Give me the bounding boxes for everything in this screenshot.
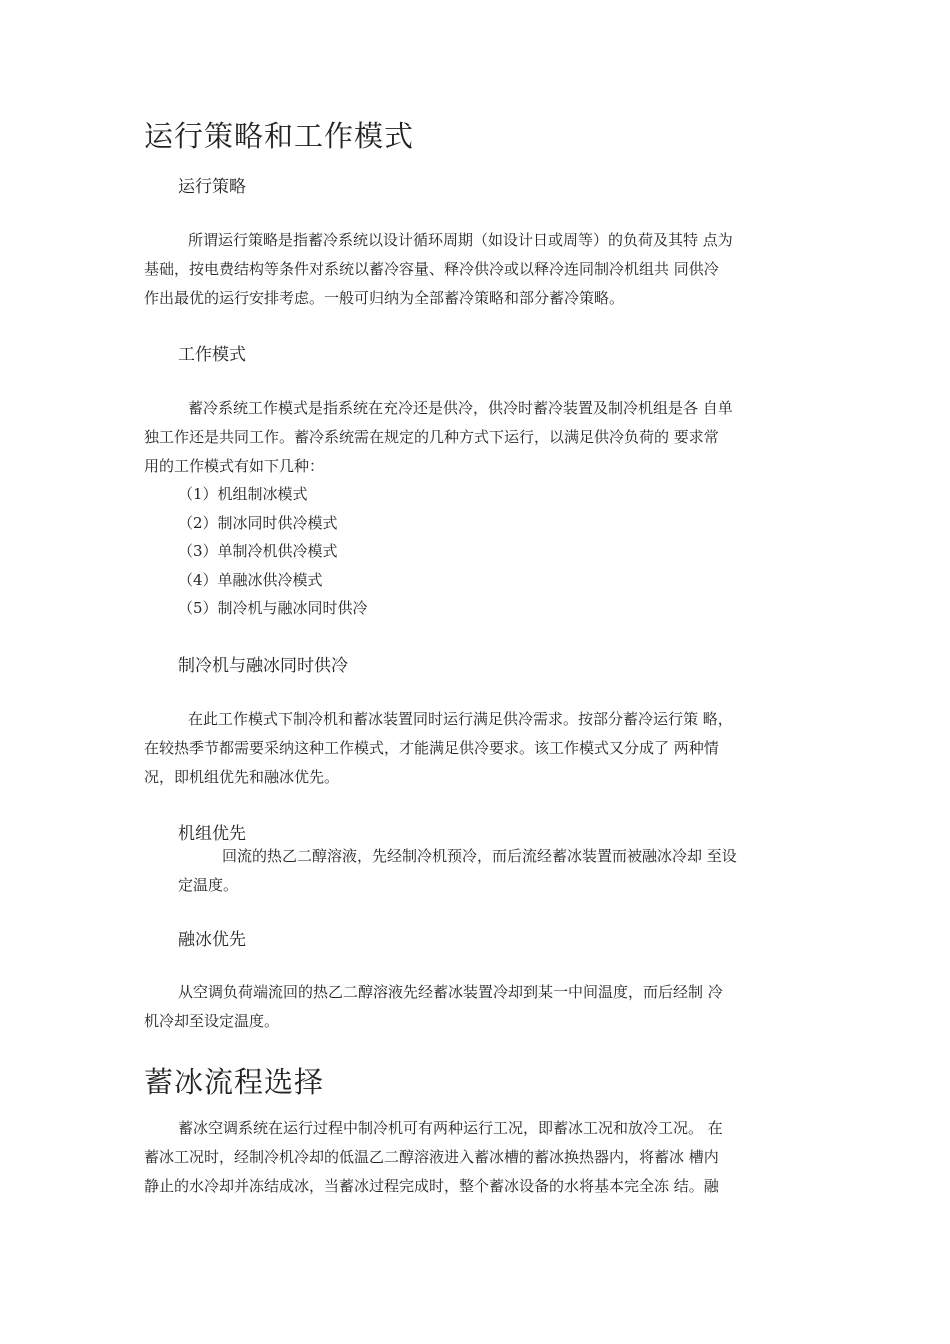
- paragraph-line: 从空调负荷端流回的热乙二醇溶液先经蓄冰装置冷却到某一中间温度，而后经制 冷: [178, 983, 723, 1001]
- paragraph-line: 在较热季节都需要采纳这种工作模式，才能满足供冷要求。该工作模式又分成了 两种情: [144, 739, 719, 757]
- heading-ice-first: 融冰优先: [178, 930, 246, 950]
- paragraph-line: 况，即机组优先和融冰优先。: [144, 768, 340, 786]
- section-title-strategy-and-modes: 运行策略和工作模式: [144, 119, 415, 153]
- paragraph-work-mode: [144, 394, 816, 481]
- list-item: （1）机组制冰模式: [178, 485, 308, 503]
- paragraph-line: 蓄冷系统工作模式是指系统在充冷还是供冷，供冷时蓄冷装置及制冷机组是各 自单: [188, 399, 733, 417]
- paragraph-line: 所谓运行策略是指蓄冷系统以设计循环周期（如设计日或周等）的负荷及其特 点为: [188, 231, 733, 249]
- heading-chiller-first: 机组优先: [178, 824, 246, 844]
- paragraph-line: 机冷却至设定温度。: [144, 1012, 280, 1030]
- paragraph-line: 作出最优的运行安排考虑。一般可归纳为全部蓄冷策略和部分蓄冷策略。: [144, 289, 625, 307]
- paragraph-line: 独工作还是共同工作。蓄冷系统需在规定的几种方式下运行，以满足供冷负荷的 要求常: [144, 428, 719, 446]
- heading-operation-strategy: 运行策略: [178, 177, 246, 197]
- paragraph-line: 蓄冰工况时，经制冷机冷却的低温乙二醇溶液进入蓄冰槽的蓄冰换热器内，将蓄冰 槽内: [144, 1148, 719, 1166]
- paragraph-operation-strategy: [144, 226, 816, 313]
- paragraph-line: 蓄冰空调系统在运行过程中制冷机可有两种运行工况，即蓄冰工况和放冷工况。 在: [178, 1119, 723, 1137]
- paragraph-line: 定温度。: [178, 876, 239, 894]
- work-mode-list: [178, 480, 368, 623]
- paragraph-ice-storage-flow: [144, 1114, 816, 1201]
- paragraph-chiller-first: [178, 842, 814, 900]
- paragraph-combined-cooling: [144, 705, 816, 792]
- paragraph-line: 静止的水冷却并冻结成冰，当蓄冰过程完成时，整个蓄冰设备的水将基本完全冻 结。融: [144, 1177, 719, 1195]
- heading-combined-cooling: 制冷机与融冰同时供冷: [178, 656, 348, 676]
- paragraph-line: 用的工作模式有如下几种：: [144, 457, 325, 475]
- list-item: （5）制冷机与融冰同时供冷: [178, 599, 368, 617]
- section-title-ice-storage-flow: 蓄冰流程选择: [144, 1065, 325, 1099]
- list-item: （4）单融冰供冷模式: [178, 570, 323, 589]
- heading-work-mode: 工作模式: [178, 345, 246, 365]
- paragraph-line: 在此工作模式下制冷机和蓄冰装置同时运行满足供冷需求。按部分蓄冷运行策 略，: [188, 710, 733, 728]
- paragraph-line: 基础，按电费结构等条件对系统以蓄冷容量、释冷供冷或以释冷连同制冷机组共 同供冷: [144, 260, 719, 278]
- list-item: （2）制冰同时供冷模式: [178, 513, 338, 532]
- paragraph-ice-first: [144, 978, 816, 1036]
- list-item: （3）单制冷机供冷模式: [178, 542, 338, 560]
- paragraph-line: 回流的热乙二醇溶液，先经制冷机预冷，而后流经蓄冰装置而被融冰冷却 至设: [222, 847, 737, 865]
